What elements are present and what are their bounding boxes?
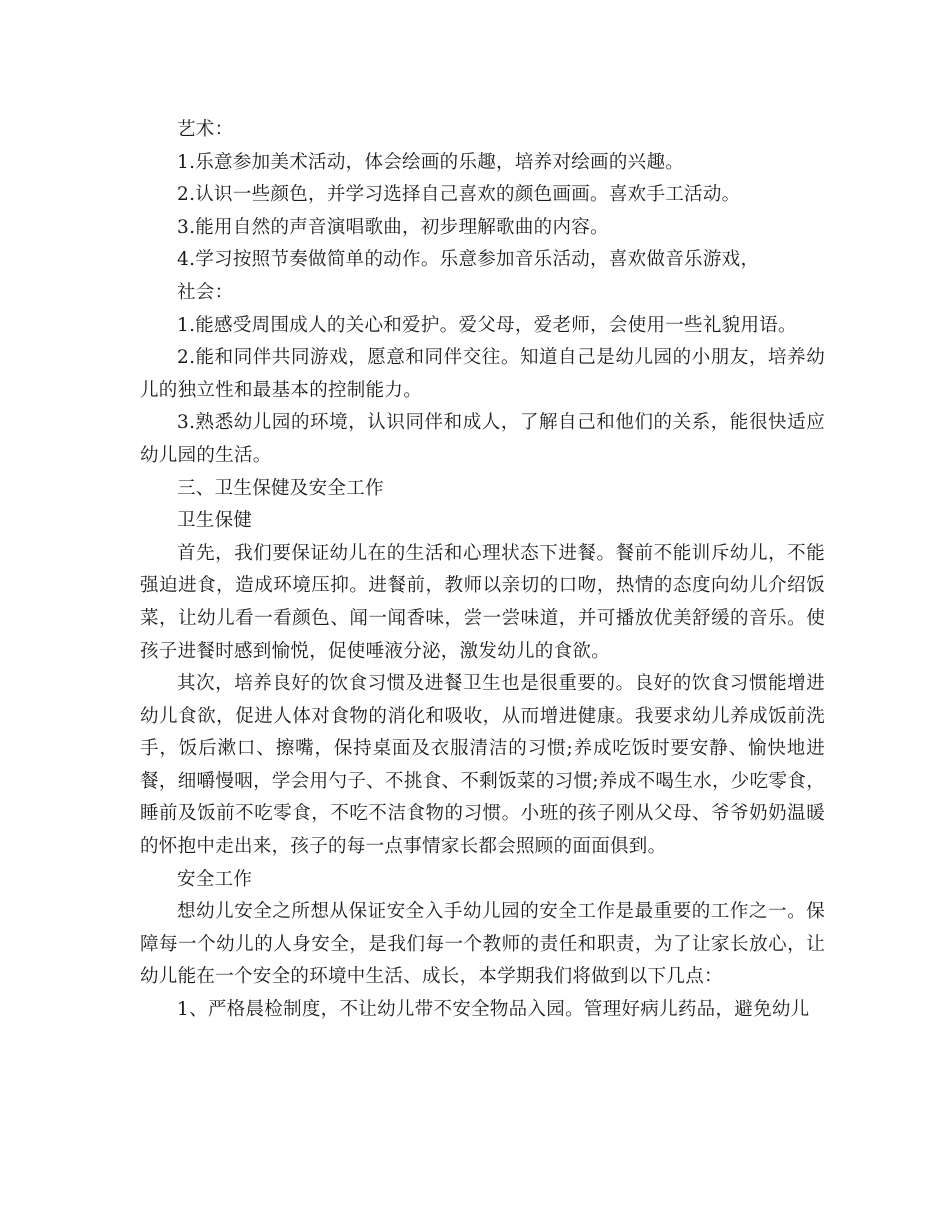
paragraph: 1.能感受周围成人的关心和爱护。爱父母，爱老师，会使用一些礼貌用语。 — [177, 314, 797, 336]
subheading-hygiene: 卫生保健 — [177, 510, 253, 532]
paragraph: 1、严格晨检制度，不让幼儿带不安全物品入园。管理好病儿药品，避免幼儿 — [177, 999, 810, 1021]
subheading-safety: 安全工作 — [177, 868, 253, 890]
heading-society: 社会： — [177, 281, 234, 303]
paragraph: 2.能和同伴共同游戏，愿意和同伴交往。知道自己是幼儿园的小朋友，培养幼儿的独立性和最基本的控制能力。 — [140, 347, 825, 401]
paragraph: 想幼儿安全之所想从保证安全入手幼儿园的安全工作是最重要的工作之一。保障每一个幼儿的人身安全，是我们每一个教师的责任和职责，为了让家长放心，让幼儿能在一个安全的环境中生活、成长，本学期我们将做到以下几点： — [140, 901, 825, 988]
heading-art: 艺术： — [177, 119, 234, 140]
paragraph: 其次，培养良好的饮食习惯及进餐卫生也是很重要的。良好的饮食习惯能增进幼儿食欲，促进人体对食物的消化和吸收，从而增进健康。我要求幼儿养成饭前洗手，饭后漱口、擦嘴，保持桌面及衣服清洁的习惯;养成吃饭时要安静、愉快地进餐，细嚼慢咽，学会用勺子、不挑食、不剩饭菜的习惯;养成不喝生水，少吃零食，睡前及饭前不吃零食，不吃不洁食物的习惯。小班的孩子刚从父母、爷爷奶奶温暖的怀抱中走出来，孩子的每一点事情家长都会照顾的面面俱到。 — [140, 673, 825, 858]
paragraph: 2.认识一些颜色，并学习选择自己喜欢的颜色画画。喜欢手工活动。 — [177, 184, 741, 206]
document-body — [140, 114, 825, 1027]
paragraph: 1.乐意参加美术活动，体会绘画的乐趣，培养对绘画的兴趣。 — [177, 151, 685, 173]
paragraph: 4.学习按照节奏做简单的动作。乐意参加音乐活动，喜欢做音乐游戏， — [177, 249, 760, 271]
paragraph: 3.熟悉幼儿园的环境，认识同伴和成人，了解自己和他们的关系，能很快适应幼儿园的生活。 — [140, 412, 825, 466]
paragraph: 首先，我们要保证幼儿在的生活和心理状态下进餐。餐前不能训斥幼儿，不能强迫进食，造成环境压抑。进餐前，教师以亲切的口吻，热情的态度向幼儿介绍饭菜，让幼儿看一看颜色、闻一闻香味，尝一尝味道，并可播放优美舒缓的音乐。使孩子进餐时感到愉悦，促使唾液分泌，激发幼儿的食欲。 — [140, 542, 825, 662]
paragraph: 3.能用自然的声音演唱歌曲，初步理解歌曲的内容。 — [177, 216, 609, 238]
section-heading: 三、卫生保健及安全工作 — [177, 477, 384, 499]
